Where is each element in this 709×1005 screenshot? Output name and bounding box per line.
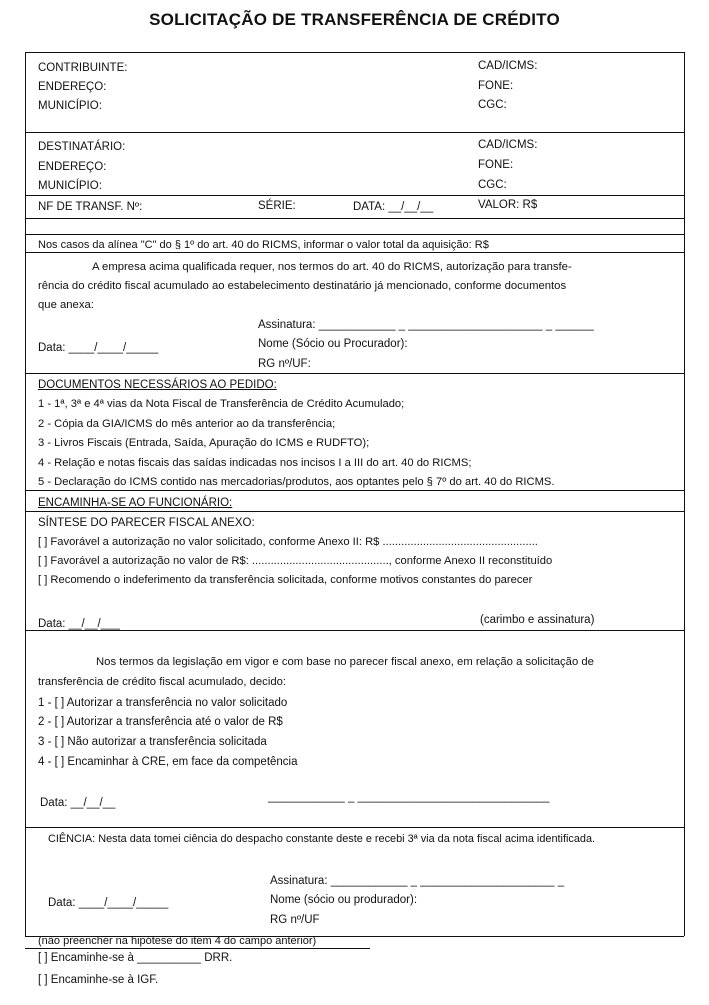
ciencia-assinatura: Assinatura: ____________ _ _____________________ _ (270, 875, 565, 887)
divider-alinea (25, 252, 684, 253)
destinatario-label: DESTINATÁRIO: (38, 141, 126, 153)
frame-left (25, 52, 26, 936)
parecer-carimbo: (carimbo e assinatura) (480, 614, 595, 626)
request-line-3: que anexa: (38, 299, 94, 311)
decisao-item-1: 1 - [ ] Autorizar a transferência no valor solicitado (38, 697, 288, 709)
documentos-item-5: 5 - Declaração do ICMS contido nas mercadorias/produtos, aos optantes pelo § 7º do art. 40 do RICMS. (38, 476, 555, 488)
decisao-item-2: 2 - [ ] Autorizar a transferência até o valor de R$ (38, 716, 283, 728)
destinatario-endereco-label: ENDEREÇO: (38, 161, 107, 173)
footer-encaminhe-drr: [ ] Encaminhe-se à __________ DRR. (38, 952, 233, 964)
decisao-item-4: 4 - [ ] Encaminhar à CRE, em face da competência (38, 756, 298, 768)
contribuinte-label: CONTRIBUINTE: (38, 62, 128, 74)
frame-bottom-2 (25, 948, 370, 949)
destinatario-municipio-label: MUNICÍPIO: (38, 180, 102, 192)
request-line-1: A empresa acima qualificada requer, nos termos do art. 40 do RICMS, autorização para transfe- (92, 261, 572, 273)
ciencia-rg: RG nº/UF (270, 914, 320, 926)
divider-destinatario (25, 195, 684, 196)
decisao-line-2: transferência de crédito fiscal acumulado, decido: (38, 676, 287, 688)
documentos-item-3: 3 - Livros Fiscais (Entrada, Saída, Apuração do ICMS e RUDFTO); (38, 437, 370, 449)
divider-decisao (25, 827, 684, 828)
alinea-note: Nos casos da alínea "C" do § 1º do art. 40 do RICMS, informar o valor total da aquisição: R$ (38, 239, 489, 251)
contribuinte-cgc-label: CGC: (478, 99, 507, 111)
divider-nf (25, 218, 684, 219)
divider-request (25, 373, 684, 374)
documentos-item-1: 1 - 1ª, 3ª e 4ª vias da Nota Fiscal de Transferência de Crédito Acumulado; (38, 398, 405, 410)
nf-data-label: DATA: __/__/__ (353, 201, 434, 213)
frame-bottom (25, 936, 684, 937)
decisao-data: Data: __/__/__ (40, 797, 116, 809)
decisao-sign-line: ____________ _ ______________________________ (268, 791, 550, 803)
nf-serie-label: SÉRIE: (258, 200, 296, 212)
parecer-option-2: [ ] Favorável a autorização no valor de R$: ............................................, conforme Anexo II reconstituído (38, 555, 553, 567)
contribuinte-municipio-label: MUNICÍPIO: (38, 100, 102, 112)
divider-parecer (25, 630, 684, 631)
ciencia-nao-preencher: (não preencher na hipótese do item 4 do campo anterior) (38, 935, 317, 947)
footer-encaminhe-igf: [ ] Encaminhe-se à IGF. (38, 974, 159, 986)
contribuinte-endereco-label: ENDEREÇO: (38, 81, 107, 93)
destinatario-cad-icms-label: CAD/ICMS: (478, 139, 538, 151)
destinatario-fone-label: FONE: (478, 159, 514, 171)
documentos-heading: DOCUMENTOS NECESSÁRIOS AO PEDIDO: (38, 379, 277, 391)
nf-valor-label: VALOR: R$ (478, 199, 538, 211)
request-nome: Nome (Sócio ou Procurador): (258, 338, 408, 350)
parecer-option-3: [ ] Recomendo o indeferimento da transferência solicitada, conforme motivos constantes do parecer (38, 574, 533, 586)
nf-number-label: NF DE TRANSF. Nº: (38, 201, 143, 213)
decisao-item-3: 3 - [ ] Não autorizar a transferência solicitada (38, 736, 267, 748)
documentos-item-2: 2 - Cópia da GIA/ICMS do mês anterior ao da transferência; (38, 418, 336, 430)
divider-documentos (25, 490, 684, 491)
contribuinte-cad-icms-label: CAD/ICMS: (478, 60, 538, 72)
ciencia-text: CIÊNCIA: Nesta data tomei ciência do despacho constante deste e recebi 3ª via da nota fiscal acima identificada. (48, 833, 596, 845)
request-data: Data: ____/____/_____ (38, 342, 159, 354)
ciencia-nome: Nome (sócio ou produrador): (270, 894, 418, 906)
documentos-item-4: 4 - Relação e notas fiscais das saídas indicadas nos incisos I a III do art. 40 do RICMS; (38, 457, 472, 469)
contribuinte-fone-label: FONE: (478, 80, 514, 92)
sintese-heading: SÍNTESE DO PARECER FISCAL ANEXO: (38, 517, 255, 529)
form-title: SOLICITAÇÃO DE TRANSFERÊNCIA DE CRÉDITO (149, 10, 560, 29)
divider-contribuinte (25, 132, 684, 133)
divider-nf-2 (25, 234, 684, 235)
frame-right (684, 52, 685, 936)
request-rg: RG nº/UF: (258, 358, 311, 370)
divider-encaminha (25, 511, 684, 512)
parecer-option-1: [ ] Favorável a autorização no valor solicitado, conforme Anexo II: R$ .................................................. (38, 536, 538, 548)
request-line-2: rência do crédito fiscal acumulado ao estabelecimento destinatário já mencionado, conforme documentos (38, 280, 567, 292)
ciencia-data: Data: ____/____/_____ (48, 897, 169, 909)
destinatario-cgc-label: CGC: (478, 179, 507, 191)
request-assinatura: Assinatura: ____________ _ _____________________ _ ______ (258, 319, 594, 331)
decisao-line-1: Nos termos da legislação em vigor e com base no parecer fiscal anexo, em relação a solicitação de (96, 656, 594, 668)
parecer-data: Data: __/__/___ (38, 618, 120, 630)
encaminha-funcionario-heading: ENCAMINHA-SE AO FUNCIONÁRIO: (38, 497, 233, 509)
frame-top (25, 52, 684, 53)
